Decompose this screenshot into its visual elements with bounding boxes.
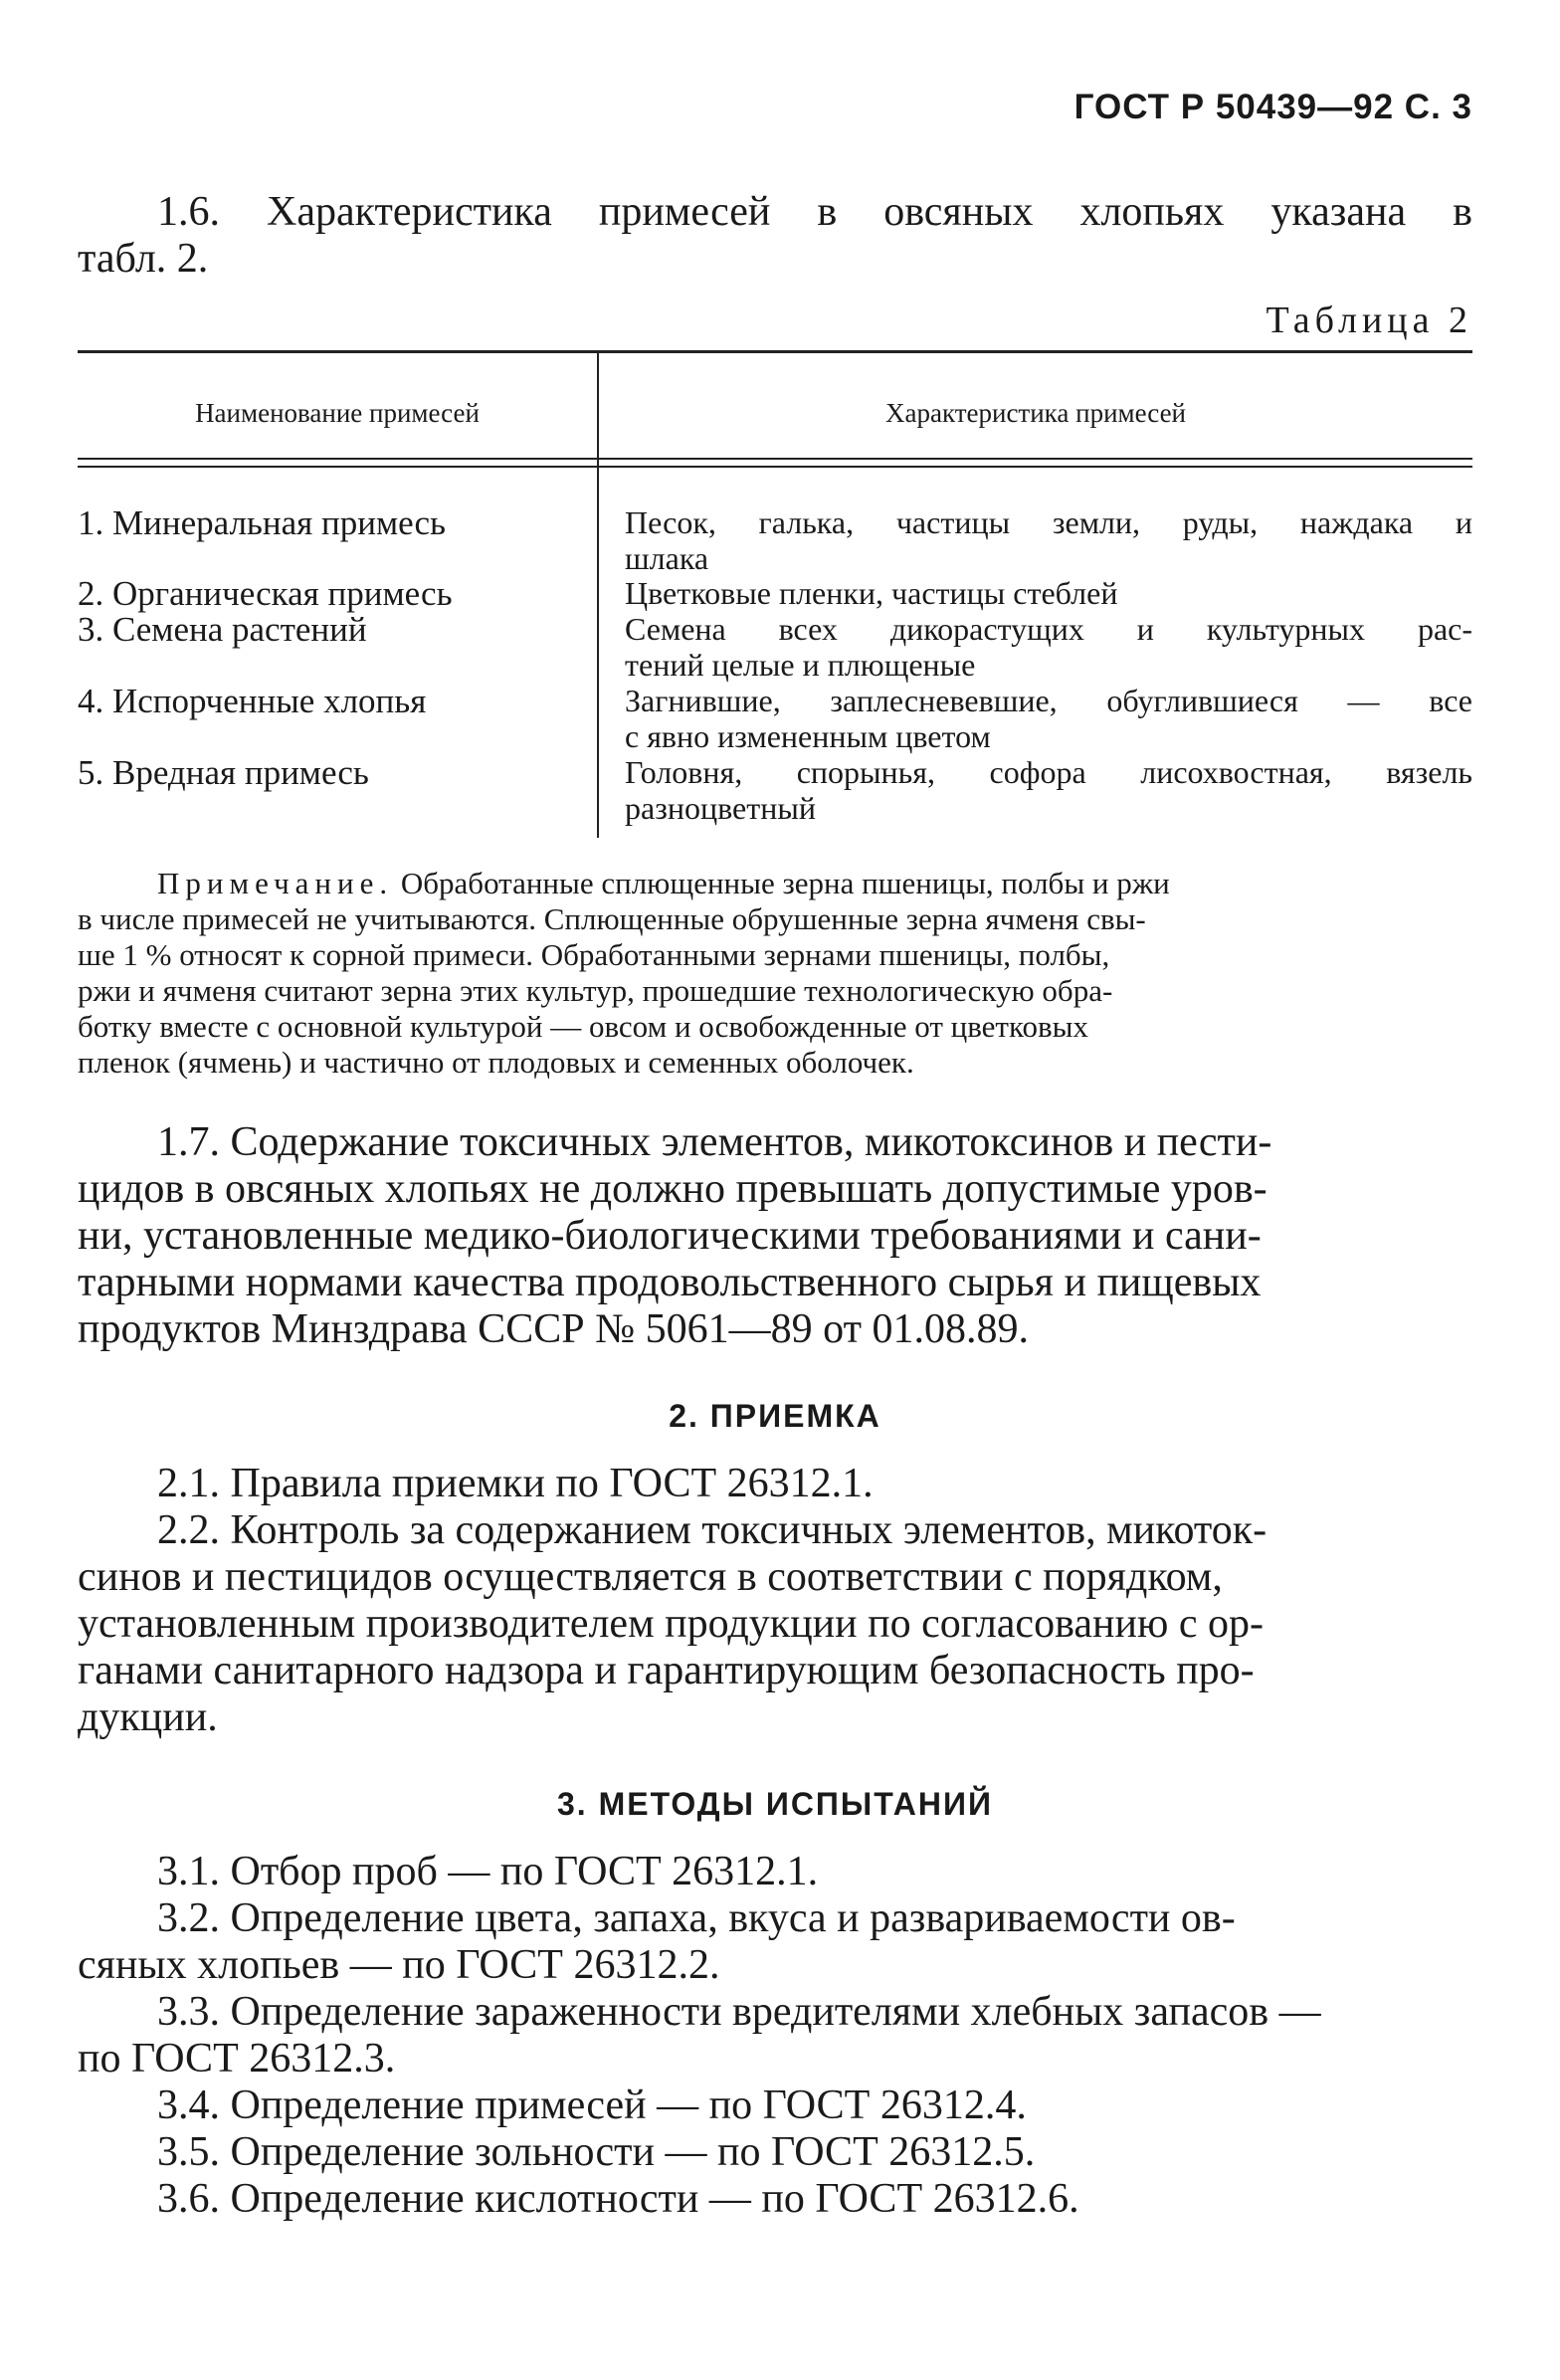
table-header-name: Наименование примесей <box>195 398 480 428</box>
table-top-rule <box>78 350 1472 353</box>
row-2-desc-line-1: Цветковые пленки, частицы стеблей <box>625 575 1118 611</box>
row-5-desc-line-1: Головня, спорынья, софора лисохвостная, вязель <box>625 754 1472 790</box>
table-row-2-name: 2. Органическая примесь <box>78 574 453 613</box>
p32-line-1: 3.2. Определение цвета, запаха, вкуса и развариваемости ов- <box>157 1895 1236 1941</box>
p17-line-4: тарными нормами качества продовольственного сырья и пищевых <box>78 1260 1262 1305</box>
row-1-desc-line-1: Песок, галька, частицы земли, руды, наждака и <box>625 504 1472 540</box>
note-line-1 <box>78 866 1472 901</box>
note-line-3: ше 1 % относят к сорной примеси. Обработанными зернами пшеницы, полбы, <box>78 937 1110 972</box>
table-caption: Таблица 2 <box>1266 299 1472 341</box>
paragraph-3-5: 3.5. Определение зольности — по ГОСТ 26312.5. <box>157 2129 1036 2175</box>
p33-line-1: 3.3. Определение зараженности вредителями хлебных запасов — <box>157 1989 1321 2035</box>
p16-line-2: табл. 2. <box>78 236 209 282</box>
p17-line-3: ни, установленные медико-биологическими требованиями и сани- <box>78 1213 1262 1259</box>
p33-line-2: по ГОСТ 26312.3. <box>78 2036 396 2082</box>
paragraph-3-4: 3.4. Определение примесей — по ГОСТ 26312.4. <box>157 2082 1027 2128</box>
table-row-1-name: 1. Минеральная примесь <box>78 503 447 542</box>
p17-line-5: продуктов Минздрава СССР № 5061—89 от 01.08.89. <box>78 1306 1029 1352</box>
table-row-3-desc <box>625 611 1472 683</box>
row-4-desc-line-1: Загнившие, заплесневевшие, обуглившиеся — все <box>625 683 1472 718</box>
table-row-3-name: 3. Семена растений <box>78 610 367 649</box>
p22-line-1: 2.2. Контроль за содержанием токсичных элементов, микоток- <box>157 1507 1268 1553</box>
p22-line-3: установленным производителем продукции по согласованию с ор- <box>78 1601 1264 1647</box>
note-line-2: в числе примесей не учитываются. Сплющенные обрушенные зерна ячменя свы- <box>78 901 1146 936</box>
paragraph-3-6: 3.6. Определение кислотности — по ГОСТ 26312.6. <box>157 2176 1079 2222</box>
table-row-2-desc <box>625 575 1472 611</box>
p32-line-2: сяных хлопьев — по ГОСТ 26312.2. <box>78 1942 720 1988</box>
p17-line-1: 1.7. Содержание токсичных элементов, микотоксинов и пести- <box>157 1119 1272 1165</box>
row-3-desc-line-2: тений целые и плющеные <box>625 647 976 683</box>
note-label: Примечание. <box>157 866 394 900</box>
note-line-6: пленок (ячмень) и частично от плодовых и семенных оболочек. <box>78 1045 914 1080</box>
paragraph-1-7 <box>78 1119 1472 1353</box>
paragraph-2-2 <box>78 1507 1472 1741</box>
p17-line-2: цидов в овсяных хлопьях не должно превышать допустимые уров- <box>78 1166 1268 1212</box>
p22-line-2: синов и пестицидов осуществляется в соответствии с порядком, <box>78 1554 1223 1600</box>
table-row-4-desc <box>625 683 1472 754</box>
paragraph-3-2 <box>78 1895 1472 1989</box>
section-2-heading: 2. ПРИЕМКА <box>669 1398 881 1434</box>
section-3-heading: 3. МЕТОДЫ ИСПЫТАНИЙ <box>557 1786 993 1822</box>
note-line-4: ржи и ячменя считают зерна этих культур, прошедшие технологическую обра- <box>78 973 1113 1008</box>
paragraph-3-3 <box>78 1989 1472 2082</box>
impurities-table <box>78 350 1472 848</box>
paragraph-1-6 <box>78 189 1472 283</box>
row-1-desc-line-2: шлака <box>625 540 709 576</box>
table-note <box>78 866 1472 1081</box>
note-line-5: ботку вместе с основной культурой — овсом и освобожденные от цветковых <box>78 1009 1088 1044</box>
table-row-5-name: 5. Вредная примесь <box>78 753 369 792</box>
p22-line-4: ганами санитарного надзора и гарантирующим безопасность про- <box>78 1648 1255 1693</box>
p16-line-1: 1.6. Характеристика примесей в овсяных хлопьях указана в <box>157 189 1472 235</box>
table-row-1-desc <box>625 504 1472 576</box>
table-row-4-name: 4. Испорченные хлопья <box>78 682 427 720</box>
paragraph-3-1: 3.1. Отбор проб — по ГОСТ 26312.1. <box>157 1849 819 1894</box>
table-header-rule <box>78 458 1472 468</box>
page-header: ГОСТ Р 50439—92 С. 3 <box>1073 88 1472 126</box>
paragraph-2-1: 2.1. Правила приемки по ГОСТ 26312.1. <box>157 1461 874 1506</box>
row-4-desc-line-2: с явно измененным цветом <box>625 718 991 754</box>
note-line-1-text: Обработанные сплющенные зерна пшеницы, полбы и ржи <box>400 866 1170 900</box>
p22-line-5: дукции. <box>78 1694 218 1740</box>
document-page <box>78 0 1472 2380</box>
row-5-desc-line-2: разноцветный <box>625 790 816 826</box>
table-row-5-desc <box>625 754 1472 826</box>
row-3-desc-line-1: Семена всех дикорастущих и культурных рас- <box>625 611 1472 647</box>
table-header-characteristic: Характеристика примесей <box>884 398 1187 428</box>
